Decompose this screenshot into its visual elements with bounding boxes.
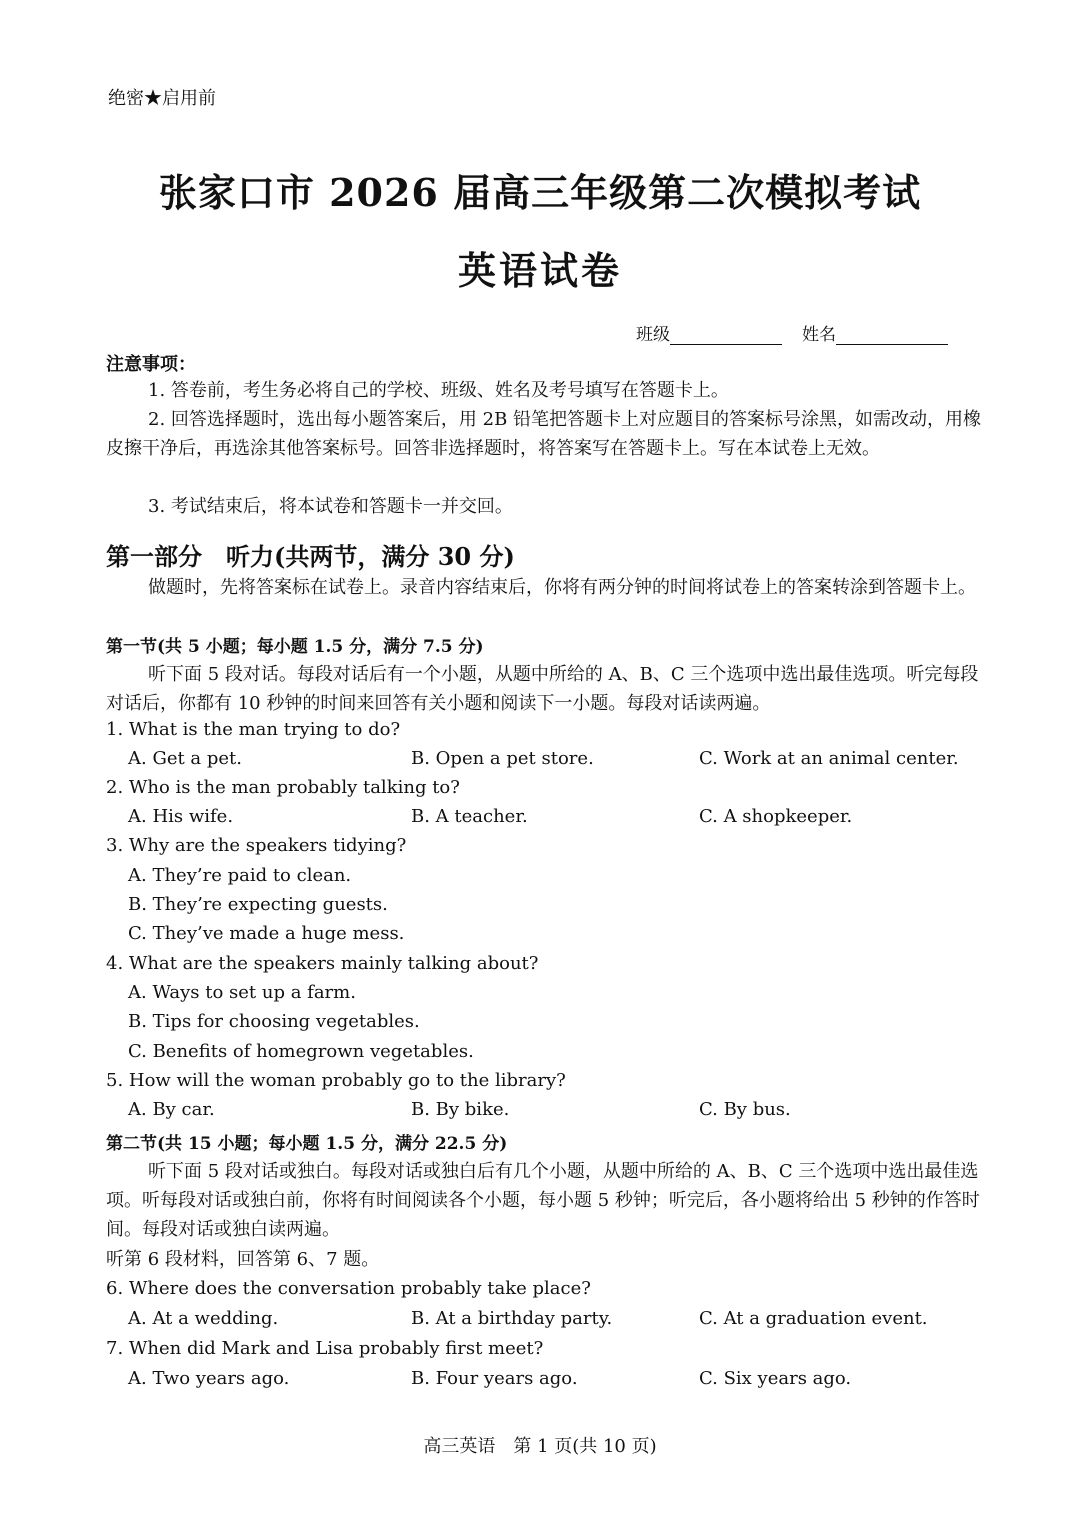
question-6-option-c: C. At a graduation event. [699,1308,928,1329]
exam-subtitle: 英语试卷 [457,248,622,293]
notice-item-3: 3. 考试结束后，将本试卷和答题卡一并交回。 [148,496,513,517]
question-7-option-c: C. Six years ago. [699,1368,852,1389]
question-4-option-c: C. Benefits of homegrown vegetables. [128,1041,474,1062]
part1-heading: 第一部分 听力(共两节，满分 30 分) [106,542,515,571]
section1-intro: 听下面 5 段对话。每段对话后有一个小题，从题中所给的 A、B、C 三个选项中选出最佳选项。听完每段对话后，你都有 10 秒钟的时间来回答有关小题和阅读下一小题。每段对话读两遍。 [106,664,979,714]
confidential-label: 绝密★启用前 [108,88,216,109]
exam-title: 张家口市 2026 届高三年级第二次模拟考试 [158,170,922,215]
question-1-stem: 1. What is the man trying to do? [106,719,401,740]
name-label: 姓名 [802,325,836,345]
notice-heading: 注意事项： [106,354,196,375]
section2-intro: 听下面 5 段对话或独白。每段对话或独白后有几个小题，从题中所给的 A、B、C 三个选项中选出最佳选项。听每段对话或独白前，你将有时间阅读各个小题，每小题 5 秒钟；听完后，各小题将给出 5 秒钟的作答时间。每段对话或独白读两遍。 [106,1161,980,1240]
class-blank [670,326,782,345]
question-6-stem: 6. Where does the conversation probably take place? [106,1278,591,1299]
student-info-fields [636,320,948,345]
question-3-option-a: A. They’re paid to clean. [128,865,352,886]
question-2-option-a: A. His wife. [128,806,234,827]
question-1-option-a: A. Get a pet. [128,748,243,769]
question-4-option-b: B. Tips for choosing vegetables. [128,1011,420,1032]
question-7-stem: 7. When did Mark and Lisa probably first meet? [106,1338,544,1359]
notice-item-1: 1. 答卷前，考生务必将自己的学校、班级、姓名及考号填写在答题卡上。 [148,380,729,401]
question-5-stem: 5. How will the woman probably go to the library? [106,1070,566,1091]
material-note: 听第 6 段材料，回答第 6、7 题。 [106,1249,380,1270]
question-4-stem: 4. What are the speakers mainly talking about? [106,953,539,974]
question-6-option-a: A. At a wedding. [128,1308,279,1329]
part1-intro: 做题时，先将答案标在试卷上。录音内容结束后，你将有两分钟的时间将试卷上的答案转涂到答题卡上。 [148,577,976,598]
question-6-option-b: B. At a birthday party. [411,1308,613,1329]
section1-heading: 第一节(共 5 小题；每小题 1.5 分，满分 7.5 分) [106,637,484,657]
question-3-option-c: C. They’ve made a huge mess. [128,923,405,944]
question-2-option-c: C. A shopkeeper. [699,806,853,827]
question-7-option-b: B. Four years ago. [411,1368,578,1389]
question-5-option-c: C. By bus. [699,1099,791,1120]
question-2-stem: 2. Who is the man probably talking to? [106,777,460,798]
class-label: 班级 [636,325,670,345]
question-4-option-a: A. Ways to set up a farm. [128,982,356,1003]
question-1-option-b: B. Open a pet store. [411,748,594,769]
name-blank [836,326,948,345]
page-footer: 高三英语 第 1 页(共 10 页) [423,1436,657,1457]
question-5-option-b: B. By bike. [411,1099,510,1120]
section2-heading: 第二节(共 15 小题；每小题 1.5 分，满分 22.5 分) [106,1134,508,1154]
question-5-option-a: A. By car. [128,1099,215,1120]
question-3-stem: 3. Why are the speakers tidying? [106,835,407,856]
question-3-option-b: B. They’re expecting guests. [128,894,388,915]
notice-item-2: 2. 回答选择题时，选出每小题答案后，用 2B 铅笔把答题卡上对应题目的答案标号涂黑，如需改动，用橡皮擦干净后，再选涂其他答案标号。回答非选择题时，将答案写在答题卡上。写在本试卷上无效。 [106,409,982,459]
question-7-option-a: A. Two years ago. [128,1368,290,1389]
question-2-option-b: B. A teacher. [411,806,528,827]
question-1-option-c: C. Work at an animal center. [699,748,959,769]
